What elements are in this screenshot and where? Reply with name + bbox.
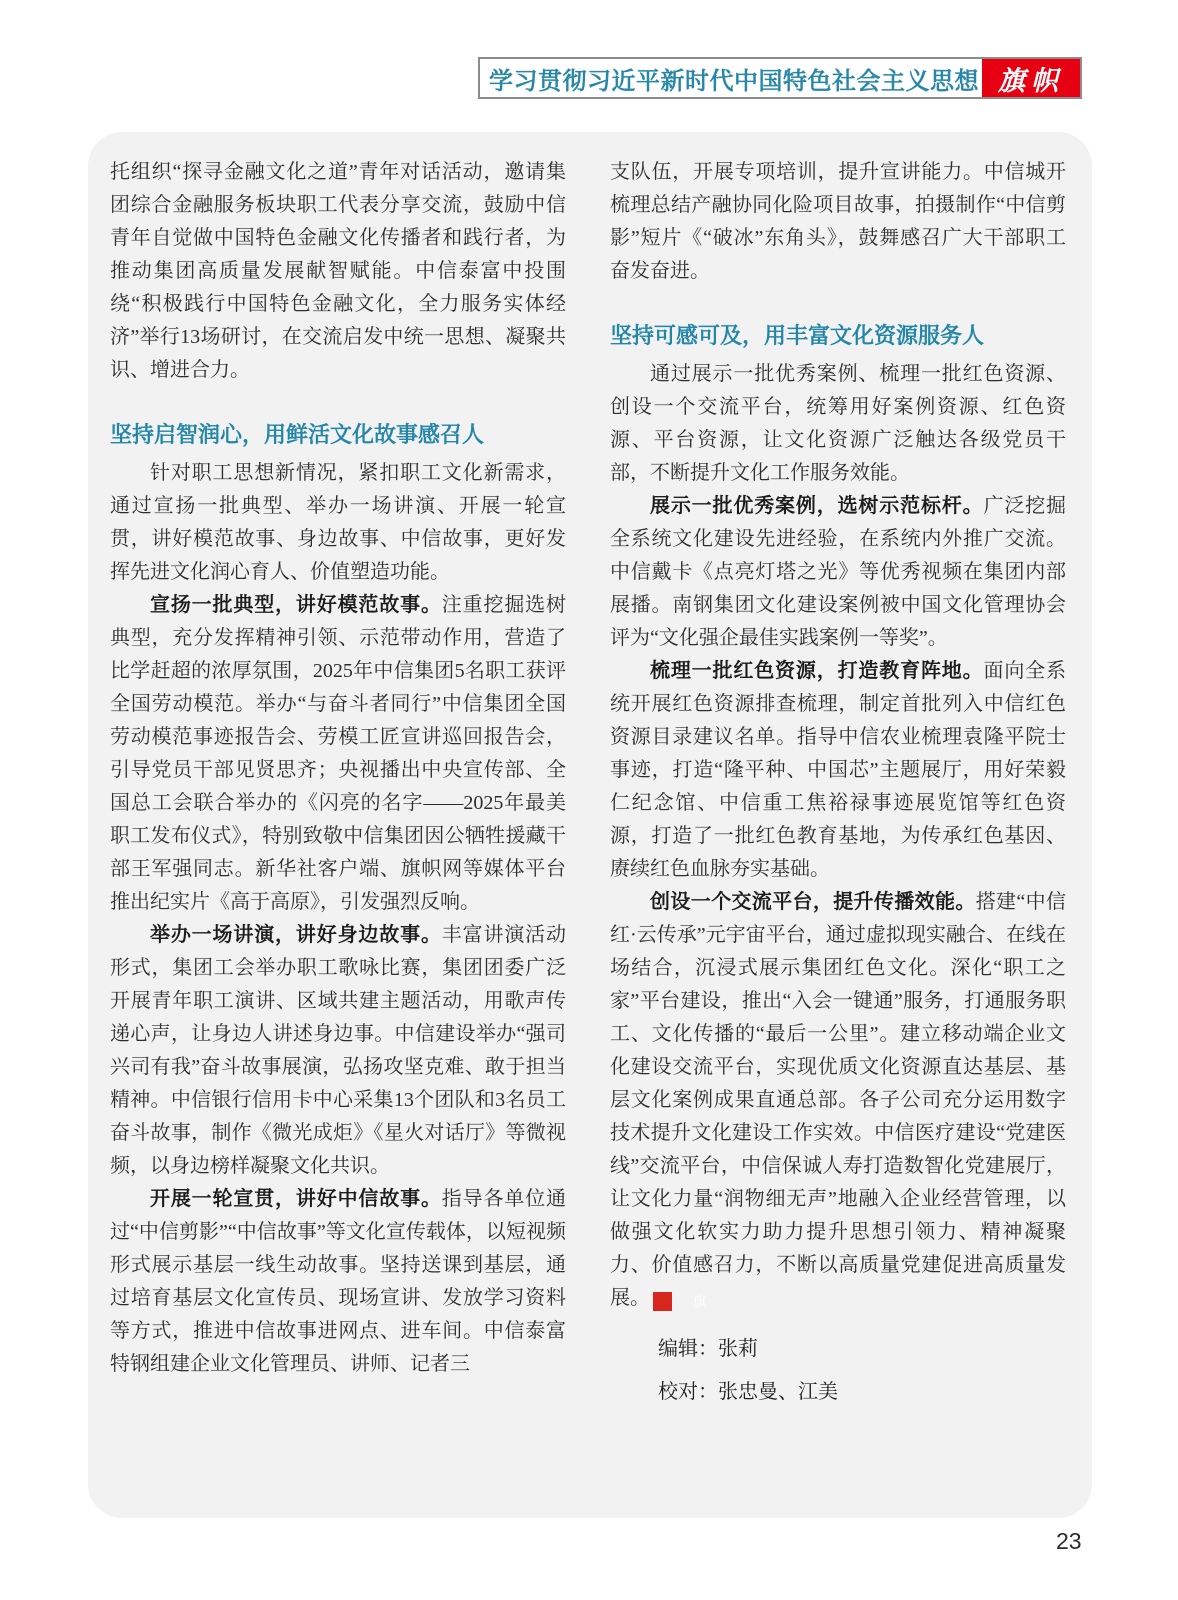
page-number: 23 [1056,1528,1082,1554]
paragraph-lead: 举办一场讲演，讲好身边故事。 [150,924,442,946]
paragraph: 梳理一批红色资源，打造教育阵地。面向全系统开展红色资源排查梳理，制定首批列入中信红色资源目录建议名单。指导中信农业梳理袁隆平院士事迹，打造“隆平种、中国芯”主题展厅，用好荣毅仁纪念馆、中信重工焦裕禄事迹展览馆等红色资源，打造了一批红色教育基地，为传承红色基因、赓续红色血脉夯实基础。 [610,660,1067,880]
paragraph-lead: 展示一批优秀案例，选树示范标杆。 [650,495,984,517]
paragraph: 开展一轮宣贯，讲好中信故事。指导各单位通过“中信剪影”“中信故事”等文化宣传载体，以短视频形式展示基层一线生动故事。坚持送课到基层，通过培育基层文化宣传员、现场宣讲、发放学习资料等方式，推进中信故事进网点、进车间。中信泰富特钢组建企业文化管理员、讲师、记者三 [110,1188,567,1375]
paragraph: 创设一个交流平台，提升传播效能。搭建“中信红·云传承”元宇宙平台，通过虚拟现实融合、在线在场结合，沉浸式展示集团红色文化。深化“职工之家”平台建设，推出“入会一键通”服务，打通服务职工、文化传播的“最后一公里”。建立移动端企业文化建设交流平台，实现优质文化资源直达基层、基层文化案例成果直通总部。各子公司充分运用数字技术提升文化建设工作实效。中信医疗建设“党建医线”交流平台，中信保诚人寿打造数智化党建展厅，让文化力量“润物细无声”地融入企业经营管理，以做强文化软实力助力提升思想引领力、精神凝聚力、价值感召力，不断以高质量党建促进高质量发展。 旗 [610,891,1066,1309]
paragraph: 通过展示一批优秀案例、梳理一批红色资源、创设一个交流平台，统筹用好案例资源、红色资源、平台资源，让文化资源广泛触达各级党员干部，不断提升文化工作服务效能。 [610,363,1066,484]
paragraph: 展示一批优秀案例，选树示范标杆。广泛挖掘全系统文化建设先进经验，在系统内外推广交流。中信戴卡《点亮灯塔之光》等优秀视频在集团内部展播。南钢集团文化建设案例被中国文化管理协会评为“文化强企最佳实践案例一等奖”。 [610,495,1067,649]
section-heading: 坚持启智润心，用鲜活文化故事感召人 [110,422,485,447]
paragraph: 宣扬一批典型，讲好模范故事。注重挖掘选树典型，充分发挥精神引领、示范带动作用，营造了比学赶超的浓厚氛围，2025年中信集团5名职工获评全国劳动模范。举办“与奋斗者同行”中信集团全国劳动模范事迹报告会、劳模工匠宣讲巡回报告会，引导党员干部见贤思齐；央视播出中央宣传部、全国总工会联合举办的《闪亮的名字——2025年最美职工发布仪式》，特别致敬中信集团因公牺牲援藏干部王军强同志。新华社客户端、旗帜网等媒体平台推出纪实片《高于高原》，引发强烈反响。 [110,594,567,913]
paragraph: 托组织“探寻金融文化之道”青年对话活动，邀请集团综合金融服务板块职工代表分享交流，鼓励中信青年自觉做中国特色金融文化传播者和践行者，为推动集团高质量发展献智赋能。中信泰富中投围绕“积极践行中国特色金融文化，全力服务实体经济”举行13场研讨，在交流启发中统一思想、凝聚共识、增进合力。 [110,161,566,381]
credit-line: 编辑：张莉 [658,1338,758,1360]
paragraph: 支队伍，开展专项培训，提升宣讲能力。中信城开梳理总结产融协同化险项目故事，拍摄制作“中信剪影”短片《“破冰”东角头》，鼓舞感召广大干部职工奋发奋进。 [610,161,1066,282]
paragraph: 针对职工思想新情况，紧扣职工文化新需求，通过宣扬一批典型、举办一场讲演、开展一轮宣贯，讲好模范故事、身边故事、中信故事，更好发挥先进文化润心育人、价值塑造功能。 [110,462,566,583]
right-column [610,156,1066,1518]
end-seal-icon: 旗 [653,1292,672,1311]
paragraph-lead: 开展一轮宣贯，讲好中信故事。 [150,1188,442,1210]
paragraph-lead: 宣扬一批典型，讲好模范故事。 [150,594,442,616]
left-column [110,156,566,1518]
paragraph-lead: 创设一个交流平台，提升传播效能。 [650,891,976,913]
header-title: 学习贯彻习近平新时代中国特色社会主义思想 [489,67,979,95]
paragraph: 举办一场讲演，讲好身边故事。丰富讲演活动形式，集团工会举办职工歌咏比赛，集团团委广泛开展青年职工演讲、区域共建主题活动，用歌声传递心声，让身边人讲述身边事。中信建设举办“强司兴司有我”奋斗故事展演，弘扬攻坚克难、敢于担当精神。中信银行信用卡中心采集13个团队和3名员工奋斗故事，制作《微光成炬》《星火对话厅》等微视频，以身边榜样凝聚文化共识。 [110,924,567,1177]
content-panel [88,132,1092,1518]
credit-line: 校对：张忠曼、江美 [658,1381,838,1403]
paragraph-lead: 梳理一批红色资源，打造教育阵地。 [650,660,984,682]
magazine-logo: 旗帜 [982,59,1080,97]
page-header-bar [478,57,1082,99]
section-heading: 坚持可感可及，用丰富文化资源服务人 [610,323,985,348]
